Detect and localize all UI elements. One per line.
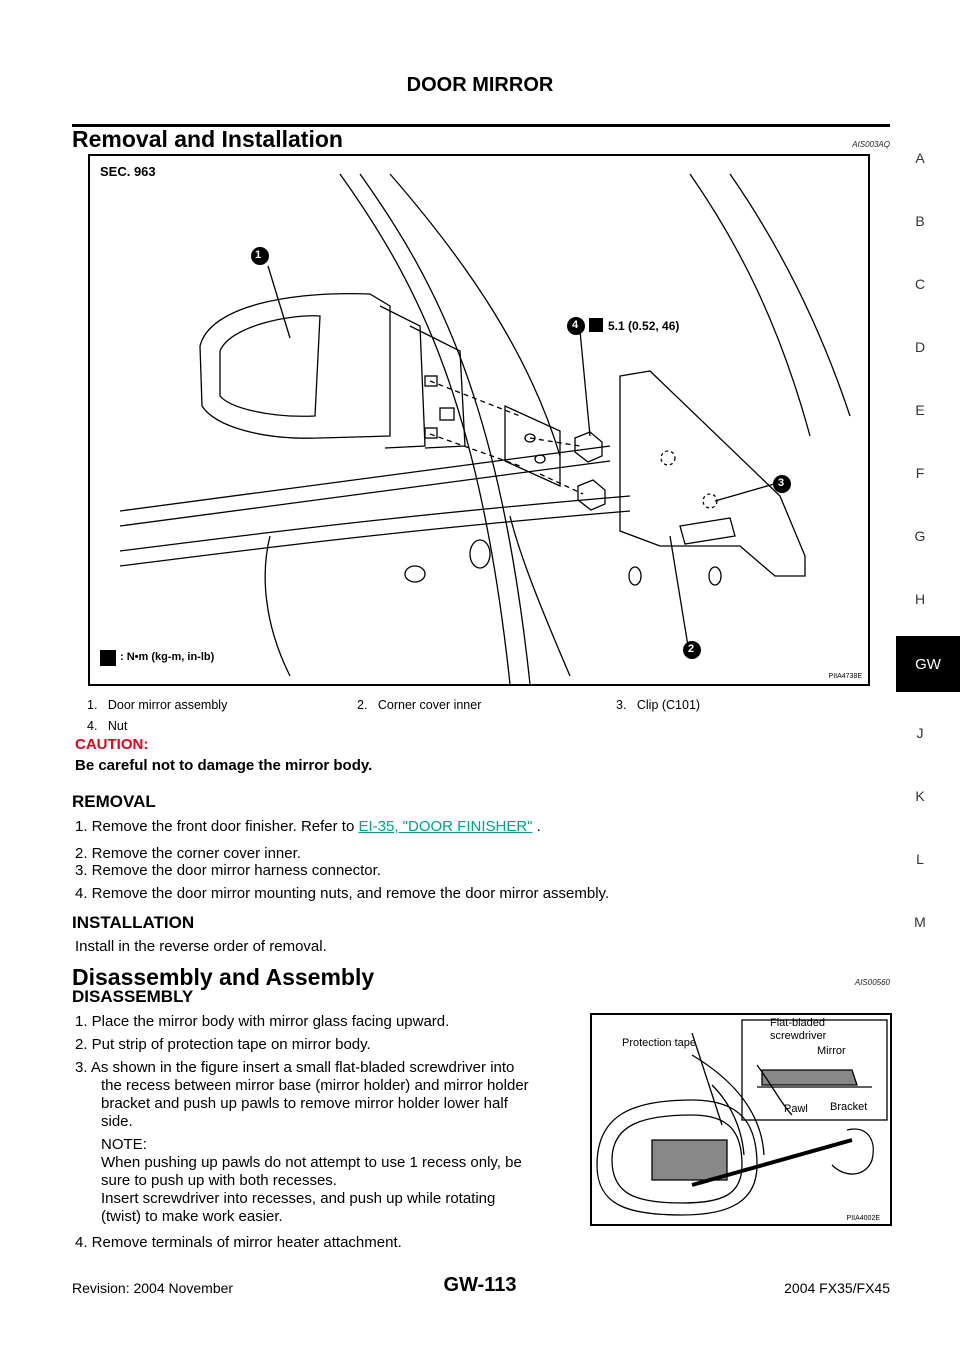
legend-label: Clip (C101) [636,698,701,712]
mirror-holder-removal-diagram [590,1013,892,1226]
door-mirror-exploded-diagram [88,154,870,686]
legend-num: 4. [87,719,98,733]
side-index-a[interactable]: A [915,150,925,166]
label-protection-tape: Protection tape [622,1037,696,1049]
removal-heading: REMOVAL [72,792,156,811]
side-index-m[interactable]: M [914,914,926,930]
disassembly-step-3-line-1: 3. As shown in the figure insert a small flat-bladed screwdriver into [75,1059,515,1076]
side-index-gw-active[interactable]: GW [896,636,960,692]
section-code: AIS003AQ [852,140,890,149]
caution-text: Be careful not to damage the mirror body. [75,757,373,774]
legend-label: Door mirror assembly [107,698,228,712]
note-line-2: sure to push up with both recesses. [101,1172,337,1189]
legend-item-3 [616,698,700,712]
legend-item-2 [357,698,481,712]
side-index-e[interactable]: E [915,402,925,418]
side-index-l[interactable]: L [916,851,924,867]
torque-legend-icon [100,650,116,666]
note-line-4: (twist) to make work easier. [101,1208,283,1225]
side-index-g[interactable]: G [914,528,926,544]
side-index-f[interactable]: F [915,465,925,481]
footer-revision: Revision: 2004 November [72,1280,234,1296]
label-screwdriver: screwdriver [770,1030,827,1042]
torque-icon [589,318,603,332]
legend-num: 2. [357,698,368,712]
disassembly-step-3-line-2: the recess between mirror base (mirror holder) and mirror holder [101,1077,529,1094]
callout-3-label: 3 [778,477,785,489]
section-title-disassembly-assembly: Disassembly and Assembly [72,964,375,990]
note-line-1: When pushing up pawls do not attempt to use 1 recess only, be [101,1154,522,1171]
legend-item-4 [87,719,127,733]
footer-page-number: GW-113 [443,1274,517,1296]
side-index-h[interactable]: H [914,591,926,607]
page-header-title: DOOR MIRROR [406,74,554,96]
legend-num: 3. [616,698,627,712]
side-index-k[interactable]: K [915,788,925,804]
legend-num: 1. [87,698,98,712]
legend-label: Nut [107,719,128,733]
caution-title: CAUTION: [75,736,149,753]
legend-item-1 [87,698,227,712]
side-index-d[interactable]: D [914,339,926,355]
side-index-c[interactable]: C [914,276,926,292]
disassembly-step-3-line-4: side. [101,1113,133,1130]
callout-4-label: 4 [572,319,579,331]
callout-1-label: 1 [255,249,262,261]
removal-step-1-text: 1. Remove the front door finisher. Refer to [75,818,359,835]
installation-heading: INSTALLATION [72,913,195,932]
label-flat-bladed: Flat-bladed [770,1017,826,1029]
label-bracket: Bracket [830,1101,868,1113]
door-finisher-link[interactable]: EI-35, "DOOR FINISHER" [358,818,533,835]
disassembly-step-3-line-3: bracket and push up pawls to remove mirror holder lower half [101,1095,508,1112]
disassembly-heading: DISASSEMBLY [72,987,194,1006]
legend-label: Corner cover inner [377,698,482,712]
removal-step-1-end: . [532,818,541,835]
removal-step-1 [75,817,541,837]
figure-image-id: PIIA4738E [828,673,862,680]
section-2-code: AIS00560 [854,978,890,987]
section-title-removal-installation: Removal and Installation [72,126,343,152]
disassembly-step-4: 4. Remove terminals of mirror heater attachment. [75,1234,402,1251]
figure-2-image-id: PIIA4002E [846,1215,880,1222]
label-pawl: Pawl [784,1103,808,1115]
side-index-b[interactable]: B [915,213,925,229]
note-title: NOTE: [101,1136,147,1153]
removal-step-3: 3. Remove the door mirror harness connector. [75,862,381,879]
label-mirror: Mirror [817,1045,846,1057]
door-mirror-illustration [90,156,868,684]
disassembly-step-2: 2. Put strip of protection tape on mirror body. [75,1036,371,1053]
disassembly-step-1: 1. Place the mirror body with mirror glass facing upward. [75,1013,450,1030]
side-index-j[interactable]: J [916,725,924,741]
torque-value: 5.1 (0.52, 46) [608,319,680,333]
callout-2-label: 2 [688,643,695,655]
note-line-3: Insert screwdriver into recesses, and push up while rotating [101,1190,496,1207]
torque-unit-note: : N•m (kg-m, in-lb) [120,651,215,663]
footer-model: 2004 FX35/FX45 [784,1280,890,1296]
installation-text: Install in the reverse order of removal. [75,938,327,955]
removal-step-2: 2. Remove the corner cover inner. [75,845,301,862]
removal-step-4: 4. Remove the door mirror mounting nuts, and remove the door mirror assembly. [75,885,610,902]
figure-section-number: SEC. 963 [100,164,156,179]
